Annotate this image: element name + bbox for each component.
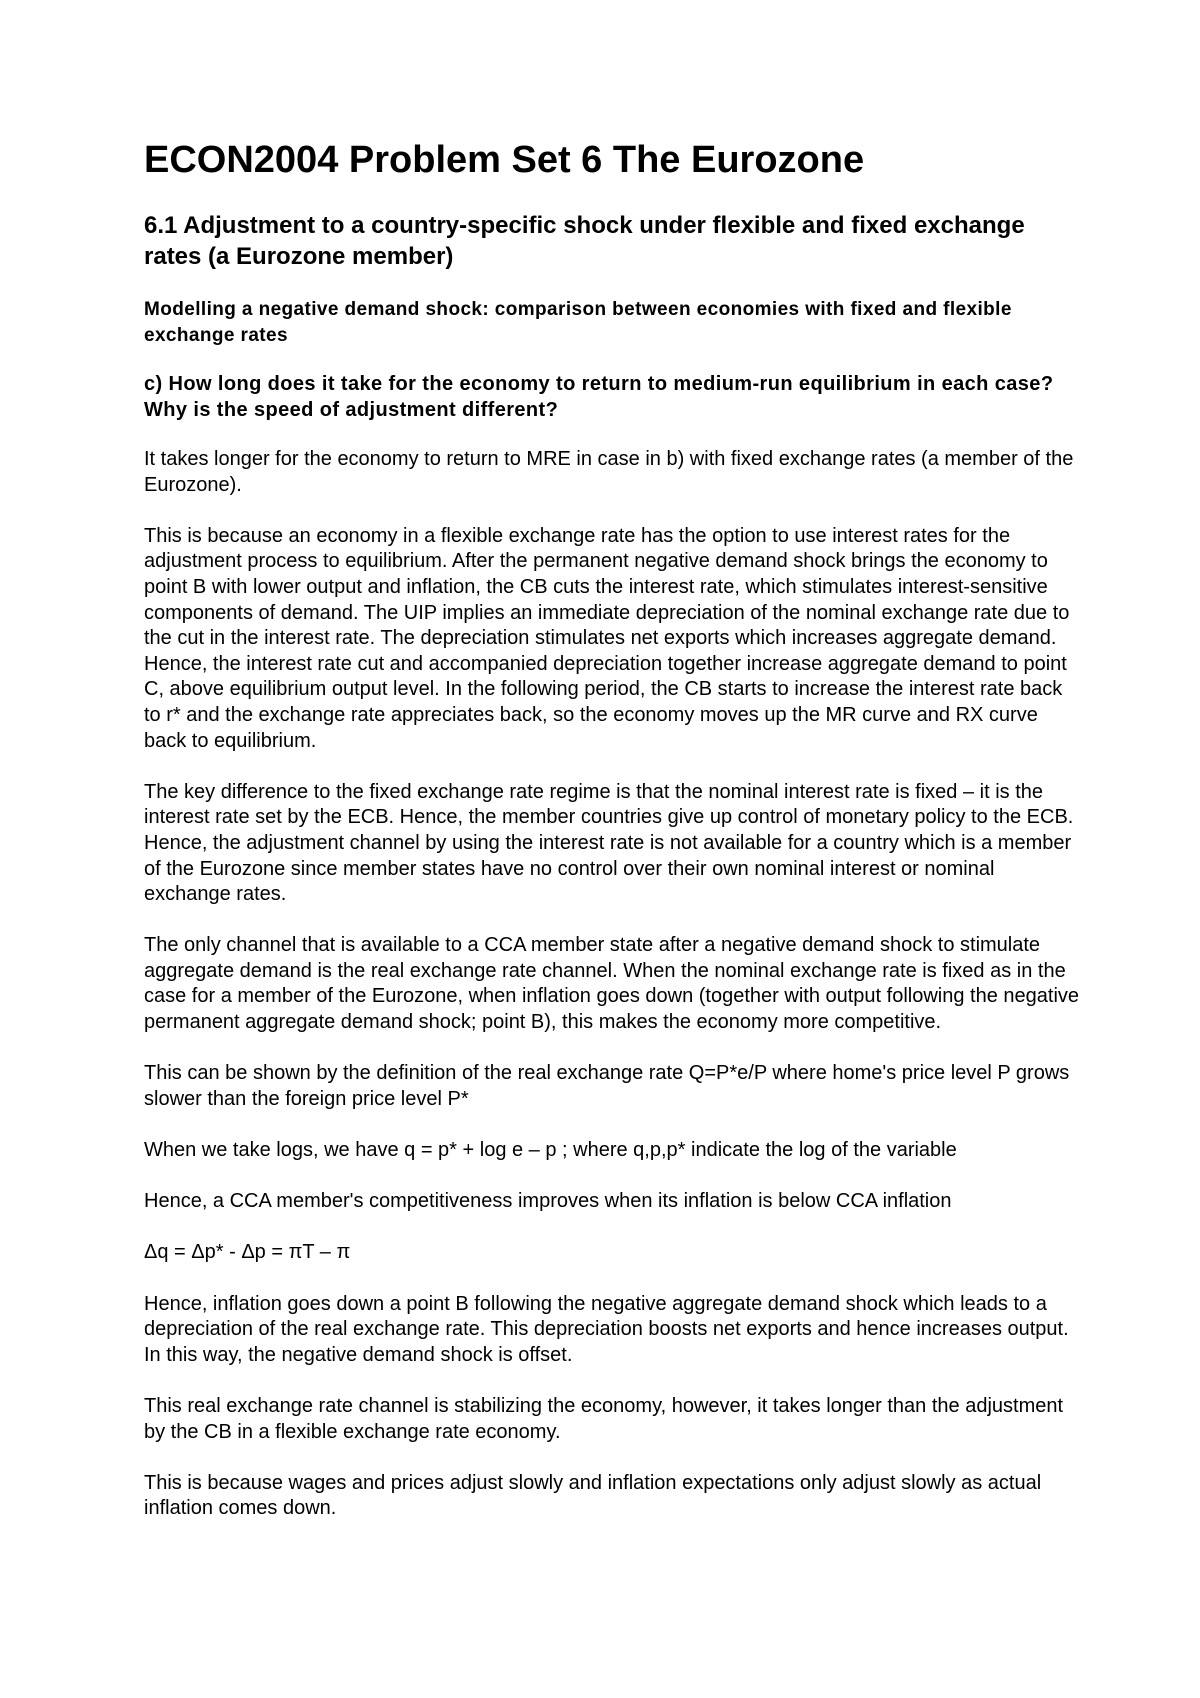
paragraph: This is because wages and prices adjust slowly and inflation expectations only adjust slowly as actual inflation comes down. (144, 1471, 1042, 1520)
paragraph: Hence, a CCA member's competitiveness improves when its inflation is below CCA inflation (144, 1190, 952, 1213)
paragraph: This is because an economy in a flexible exchange rate has the option to use interest rates for the adjustment process to equilibrium. After the permanent negative demand shock brings the economy to point B with lower output and inflation, the CB cuts the interest rate, which stimulates interest-sensitive components of demand. The UIP implies an immediate depreciation of the nominal exchange rate due to the cut in the interest rate. The depreciation stimulates net exports which increases aggregate demand. Hence, the interest rate cut and accompanied depreciation together increase aggregate demand to point C, above equilibrium output level. In the following period, the CB starts to increase the interest rate back to r* and the exchange rate appreciates back, so the economy moves up the MR curve and RX curve back to equilibrium. (144, 524, 1070, 752)
paragraph: The only channel that is available to a CCA member state after a negative demand shock to stimulate aggregate demand is the real exchange rate channel. When the nominal exchange rate is fixed as in the case for a member of the Eurozone, when inflation goes down (together with output following the negative permanent aggregate demand shock; point B), this makes the economy more competitive. (144, 934, 1080, 1034)
document-page (144, 138, 1084, 1548)
question-heading: c) How long does it take for the economy to return to medium-run equilibrium in each case? Why is the speed of adjustment different? (144, 373, 1054, 421)
paragraph: The key difference to the fixed exchange rate regime is that the nominal interest rate is fixed – it is the interest rate set by the ECB. Hence, the member countries give up control of monetary policy to the ECB. Hence, the adjustment channel by using the interest rate is not available for a country which is a member of the Eurozone since member states have no control over their own nominal interest or nominal exchange rates. (144, 780, 1074, 906)
document-title: ECON2004 Problem Set 6 The Eurozone (144, 139, 865, 181)
paragraph: This real exchange rate channel is stabilizing the economy, however, it takes longer than the adjustment by the CB in a flexible exchange rate economy. (144, 1394, 1064, 1443)
subheading: Modelling a negative demand shock: comparison between economies with fixed and flexible exchange rates (144, 299, 1012, 346)
paragraph: When we take logs, we have q = p* + log e – p ; where q,p,p* indicate the log of the variable (144, 1139, 957, 1162)
paragraph: Hence, inflation goes down a point B following the negative aggregate demand shock which leads to a depreciation of the real exchange rate. This depreciation boosts net exports and hence increases output. In this way, the negative demand shock is offset. (144, 1292, 1069, 1366)
equation: Δq = Δp* - Δp = πT – π (144, 1241, 351, 1264)
section-heading: 6.1 Adjustment to a country-specific shock under flexible and fixed exchange rates (a Eurozone member) (144, 212, 1025, 270)
paragraph: This can be shown by the definition of the real exchange rate Q=P*e/P where home's price level P grows slower than the foreign price level P* (144, 1062, 1070, 1110)
paragraph: It takes longer for the economy to return to MRE in case in b) with fixed exchange rates (a member of the Eurozone). (144, 448, 1074, 496)
